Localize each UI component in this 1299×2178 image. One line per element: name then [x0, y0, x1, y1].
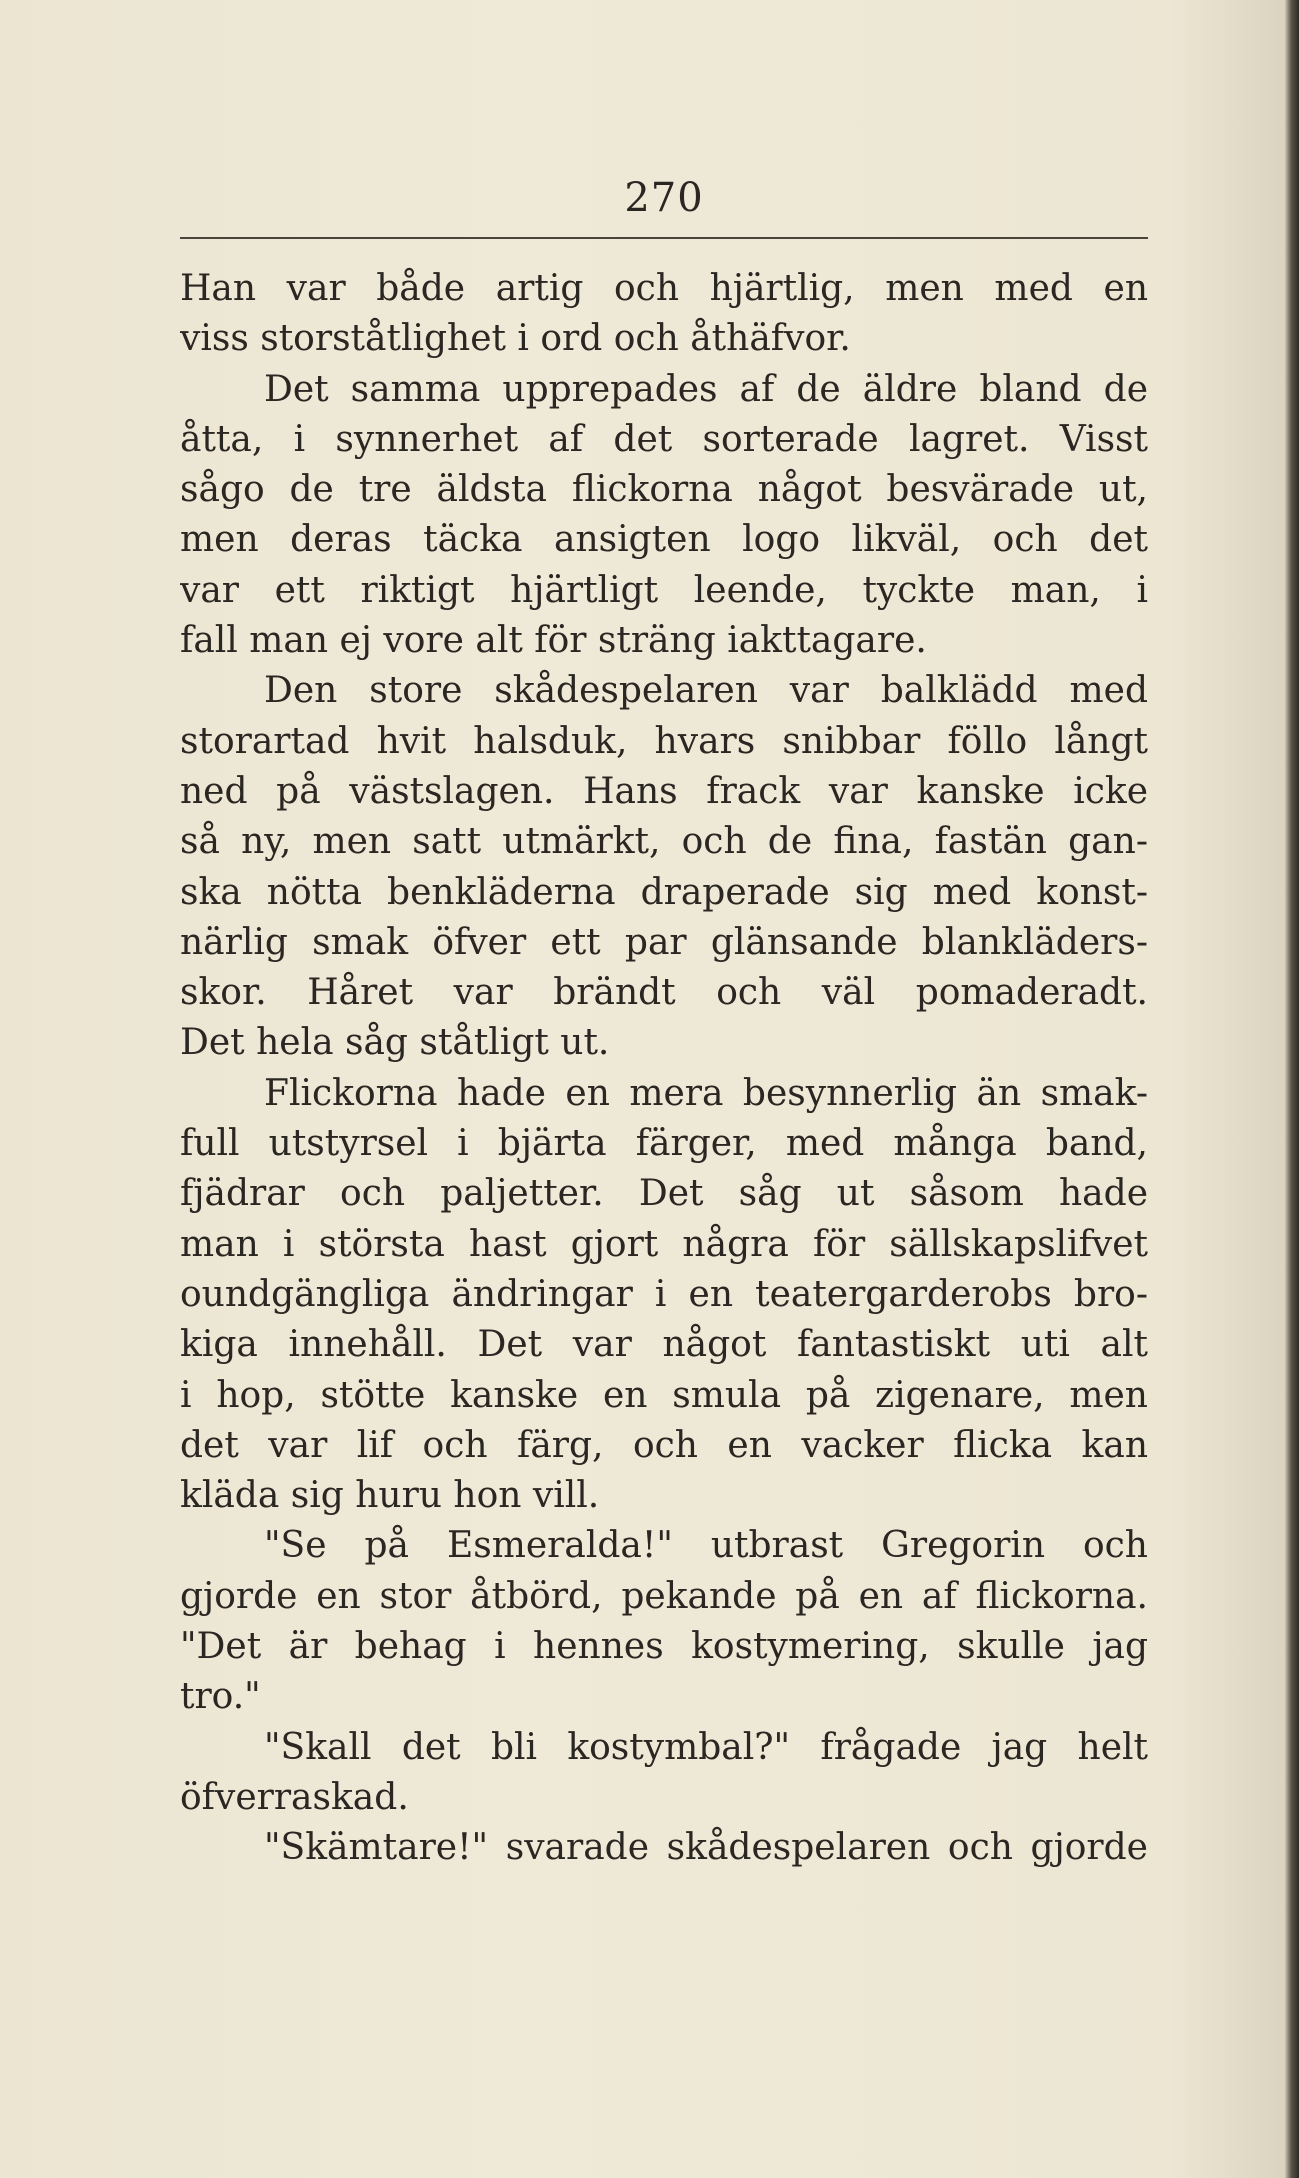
text-line: fall man ej vore alt för sträng iakttagare. [180, 620, 927, 662]
text-line: storartad hvit halsduk, hvars snibbar föllo långt [180, 720, 1148, 762]
text-line: det var lif och färg, och en vacker flicka kan [180, 1424, 1148, 1466]
text-line: Den store skådespelaren var balklädd med [264, 670, 1148, 712]
text-line: man i största hast gjort några för sällskapslifvet [180, 1223, 1148, 1265]
text-line: Det samma upprepades af de äldre bland de [264, 368, 1148, 410]
text-line: i hop, stötte kanske en smula på zigenare, men [180, 1374, 1148, 1416]
text-line: tro." [180, 1676, 261, 1718]
text-line: full utstyrsel i bjärta färger, med många band, [180, 1123, 1148, 1165]
text-line: Han var både artig och hjärtlig, men med en [180, 268, 1148, 309]
text-line: åtta, i synnerhet af det sorterade lagret. Visst [180, 418, 1148, 460]
text-line: "Skämtare!" svarade skådespelaren och gjorde [264, 1827, 1148, 1869]
text-line: öfverraskad. [180, 1776, 409, 1818]
text-line: viss storståtlighet i ord och åthäfvor. [180, 318, 851, 360]
text-line: ska nötta benkläderna draperade sig med konst- [180, 871, 1148, 913]
page-edge [1285, 0, 1299, 2178]
text-line: kiga innehåll. Det var något fantastiskt uti alt [180, 1324, 1148, 1366]
body-text [180, 264, 1148, 1874]
text-line: sågo de tre äldsta flickorna något besvärade ut, [180, 469, 1148, 511]
text-line: Det hela såg ståtligt ut. [180, 1022, 610, 1064]
text-line: "Det är behag i hennes kostymering, skulle jag [180, 1626, 1148, 1668]
text-line: ned på västslagen. Hans frack var kanske icke [180, 770, 1148, 812]
text-line: "Se på Esmeralda!" utbrast Gregorin och [264, 1525, 1148, 1567]
text-line: kläda sig huru hon vill. [180, 1475, 600, 1517]
text-line: närlig smak öfver ett par glänsande blankläders- [180, 921, 1148, 963]
text-line: skor. Håret var brändt och väl pomaderadt. [180, 972, 1148, 1014]
text-line: Flickorna hade en mera besynnerlig än smak- [264, 1072, 1148, 1114]
page-number: 270 [624, 175, 704, 221]
text-line: gjorde en stor åtbörd, pekande på en af flickorna. [180, 1575, 1148, 1617]
text-line: fjädrar och paljetter. Det såg ut såsom hade [180, 1173, 1148, 1215]
text-line: var ett riktigt hjärtligt leende, tyckte man, i [180, 569, 1148, 611]
text-line: "Skall det bli kostymbal?" frågade jag helt [264, 1726, 1148, 1768]
header-rule [180, 237, 1148, 239]
text-line: så ny, men satt utmärkt, och de fina, fastän gan- [180, 821, 1148, 863]
text-line: oundgängliga ändringar i en teatergarderobs bro- [180, 1273, 1148, 1315]
text-line: men deras täcka ansigten logo likväl, och det [180, 519, 1148, 561]
page-header [180, 175, 1148, 245]
